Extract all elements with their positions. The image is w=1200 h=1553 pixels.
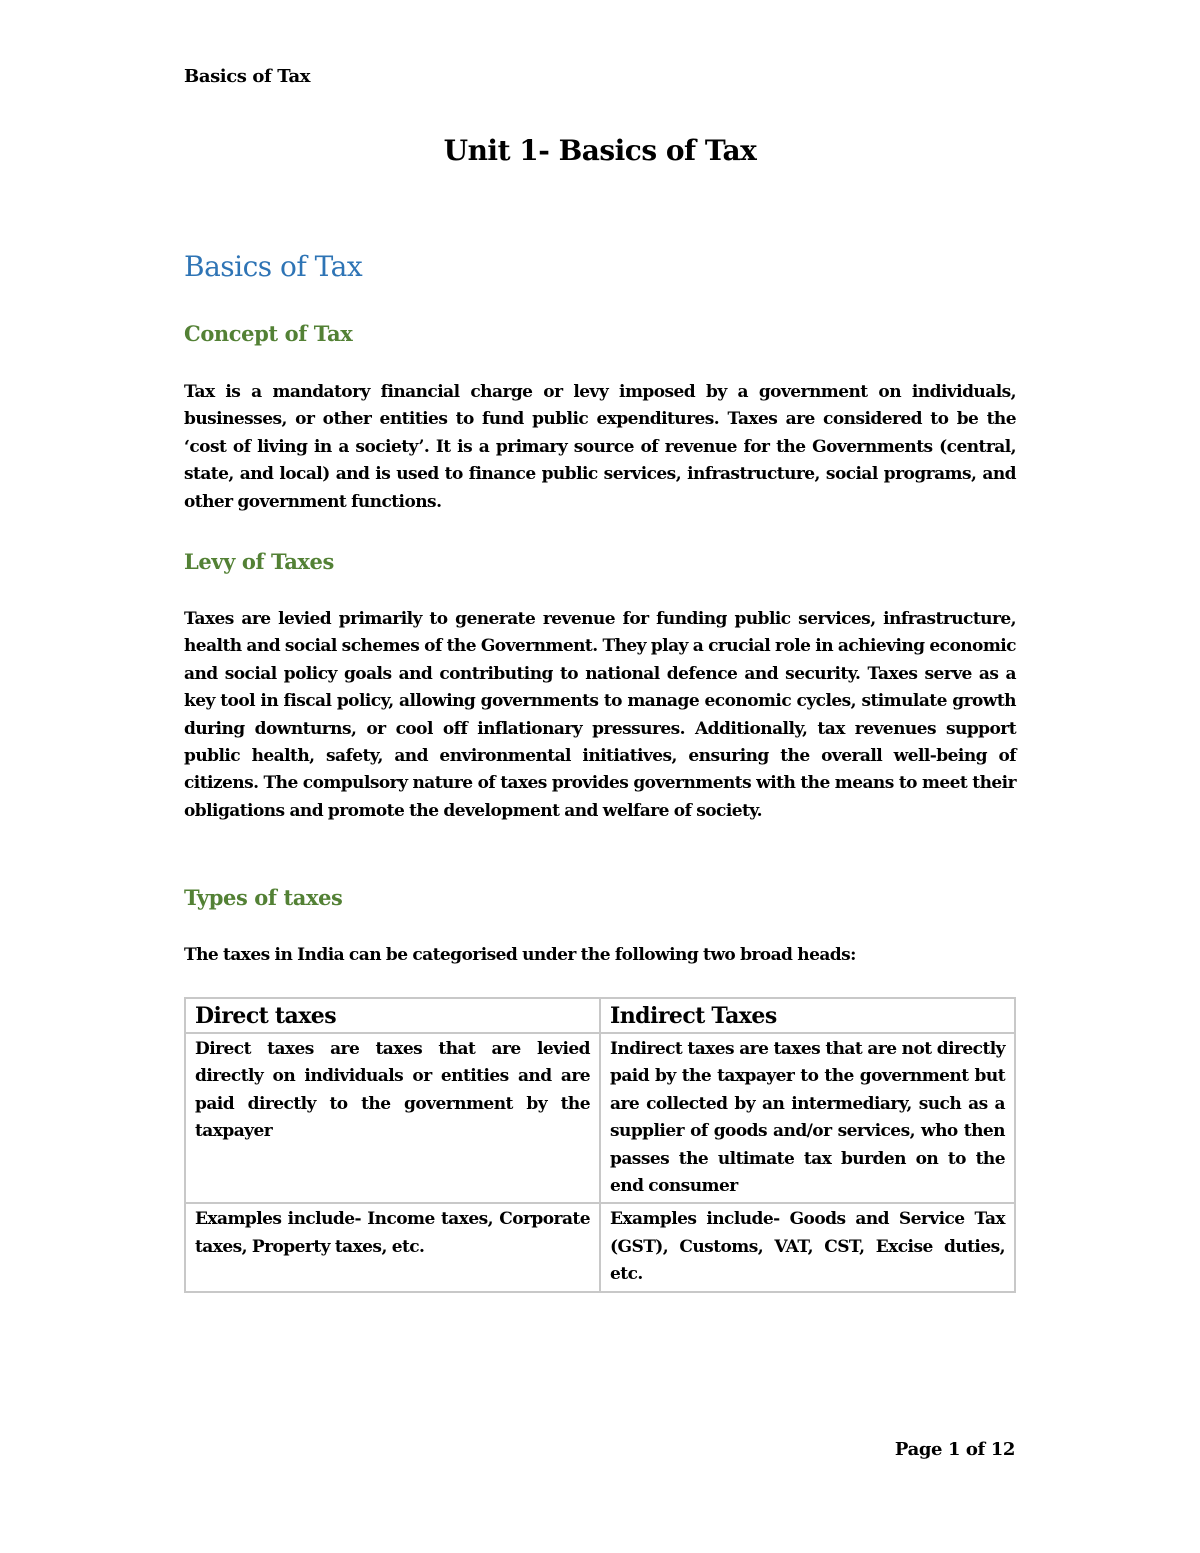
running-header: Basics of Tax (184, 66, 311, 87)
concept-heading: Concept of Tax (184, 321, 353, 346)
levy-paragraph (184, 606, 1016, 825)
page-number: Page 1 of 12 (894, 1439, 1015, 1460)
types-heading: Types of taxes (184, 885, 343, 910)
section-heading: Basics of Tax (184, 250, 363, 283)
indirect-taxes-header: Indirect Taxes (600, 998, 1015, 1033)
types-intro (184, 942, 1016, 969)
direct-taxes-definition: Direct taxes are taxes that are levied directly on individuals or entities and are paid directly to the government by the taxpayer (185, 1033, 600, 1203)
indirect-taxes-definition: Indirect taxes are taxes that are not directly paid by the taxpayer to the government but are collected by an intermediary, such as a supplier of goods and/or services, who then passes the ultimate tax burden on to the end consumer (600, 1033, 1015, 1203)
table-header-row (185, 998, 1015, 1033)
document-title: Unit 1- Basics of Tax (443, 134, 757, 167)
table-row (185, 1033, 1015, 1203)
direct-taxes-header: Direct taxes (185, 998, 600, 1033)
concept-paragraph-text: Tax is a mandatory financial charge or levy imposed by a government on individuals, businesses, or other entities to fund public expenditures. Taxes are considered to be the ‘cost of living in a society’. It is a primary source of revenue for the Governments (central, state, and local) and is used to finance public services, infrastructure, social programs, and other government functions. (184, 382, 1016, 512)
table-row (185, 1203, 1015, 1291)
indirect-taxes-examples: Examples include- Goods and Service Tax (GST), Customs, VAT, CST, Excise duties, etc. (600, 1203, 1015, 1291)
types-intro-text: The taxes in India can be categorised under the following two broad heads: (184, 945, 856, 965)
levy-heading: Levy of Taxes (184, 549, 334, 574)
concept-paragraph (184, 379, 1016, 516)
levy-paragraph-text: Taxes are levied primarily to generate revenue for funding public services, infrastructure, health and social schemes of the Government. They play a crucial role in achieving economic and social policy goals and contributing to national defence and security. Taxes serve as a key tool in fiscal policy, allowing governments to manage economic cycles, stimulate growth during downturns, or cool off inflationary pressures. Additionally, tax revenues support public health, safety, and environmental initiatives, ensuring the overall well-being of citizens. The compulsory nature of taxes provides governments with the means to meet their obligations and promote the development and welfare of society. (184, 609, 1016, 821)
direct-taxes-examples: Examples include- Income taxes, Corporate taxes, Property taxes, etc. (185, 1203, 600, 1291)
tax-types-table (184, 997, 1016, 1293)
